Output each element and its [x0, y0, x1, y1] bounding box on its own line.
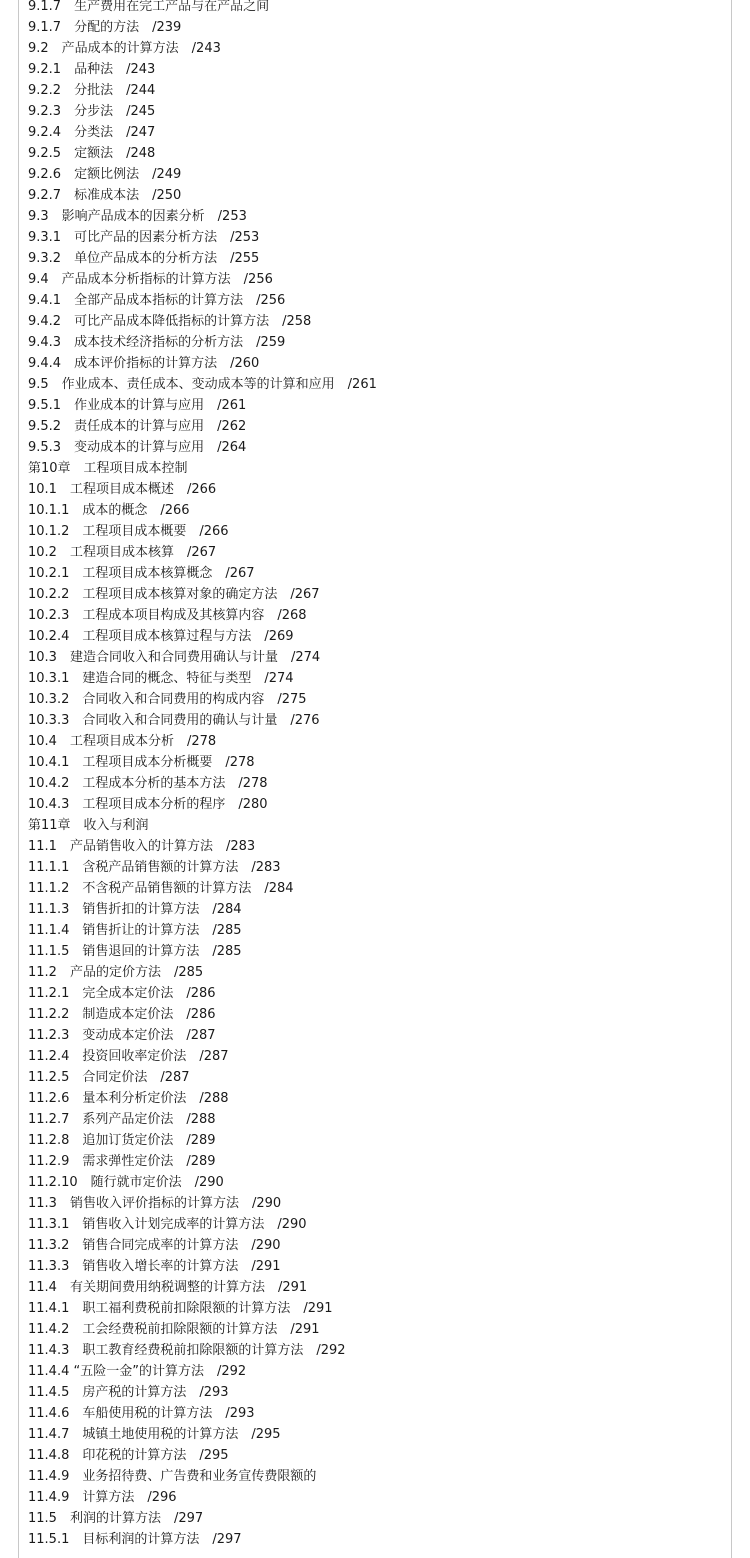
toc-entry: 11.4.3 职工教育经费税前扣除限额的计算方法 /292 [28, 1343, 346, 1358]
toc-entry: 11.4.9 业务招待费、广告费和业务宣传费限额的 [28, 1469, 317, 1484]
toc-entry: 11.1.5 销售退回的计算方法 /285 [28, 944, 242, 959]
toc-entry: 11.4 有关期间费用纳税调整的计算方法 /291 [28, 1280, 308, 1295]
toc-entry: 11.1.4 销售折让的计算方法 /285 [28, 923, 242, 938]
toc-entry: 11.2.3 变动成本定价法 /287 [28, 1028, 216, 1043]
toc-entry: 9.4.4 成本评价指标的计算方法 /260 [28, 356, 260, 371]
toc-entry: 9.3 影响产品成本的因素分析 /253 [28, 209, 247, 224]
toc-entry: 9.4.2 可比产品成本降低指标的计算方法 /258 [28, 314, 312, 329]
toc-entry: 11.1.1 含税产品销售额的计算方法 /283 [28, 860, 281, 875]
toc-entry: 11.2.5 合同定价法 /287 [28, 1070, 190, 1085]
toc-entry: 9.4.3 成本技术经济指标的分析方法 /259 [28, 335, 286, 350]
toc-entry: 10.4.2 工程成本分析的基本方法 /278 [28, 776, 268, 791]
toc-entry: 第10章 工程项目成本控制 [28, 461, 188, 476]
toc-entry: 10.1 工程项目成本概述 /266 [28, 482, 217, 497]
toc-entry: 11.2.8 追加订货定价法 /289 [28, 1133, 216, 1148]
toc-entry: 9.1.7 分配的方法 /239 [28, 20, 182, 35]
toc-entry: 10.1.1 成本的概念 /266 [28, 503, 190, 518]
toc-entry: 11.2.7 系列产品定价法 /288 [28, 1112, 216, 1127]
toc-entry: 9.5.1 作业成本的计算与应用 /261 [28, 398, 247, 413]
toc-entry: 11.3.2 销售合同完成率的计算方法 /290 [28, 1238, 281, 1253]
toc-entry: 11.1.3 销售折扣的计算方法 /284 [28, 902, 242, 917]
toc-entry: 9.3.2 单位产品成本的分析方法 /255 [28, 251, 260, 266]
toc-entry: 9.2.2 分批法 /244 [28, 83, 156, 98]
toc-entry: 11.4.2 工会经费税前扣除限额的计算方法 /291 [28, 1322, 320, 1337]
toc-entry: 11.2.2 制造成本定价法 /286 [28, 1007, 216, 1022]
toc-entry: 11.5.1 目标利润的计算方法 /297 [28, 1532, 242, 1547]
toc-entry: 11.2.1 完全成本定价法 /286 [28, 986, 216, 1001]
toc-entry: 9.2.6 定额比例法 /249 [28, 167, 182, 182]
toc-entry: 9.3.1 可比产品的因素分析方法 /253 [28, 230, 260, 245]
toc-entry: 11.4.4 “五险一金”的计算方法 /292 [28, 1364, 247, 1379]
toc-entry: 9.1.7 生产费用在完工产品与在产品之间 [28, 0, 270, 14]
toc-entry: 11.3.3 销售收入增长率的计算方法 /291 [28, 1259, 281, 1274]
toc-entry: 10.2.2 工程项目成本核算对象的确定方法 /267 [28, 587, 320, 602]
table-of-contents [28, 0, 377, 1550]
toc-entry: 9.2.5 定额法 /248 [28, 146, 156, 161]
toc-entry: 11.2.10 随行就市定价法 /290 [28, 1175, 224, 1190]
document-page [18, 0, 732, 1558]
toc-entry: 11.4.9 计算方法 /296 [28, 1490, 177, 1505]
toc-entry: 9.2 产品成本的计算方法 /243 [28, 41, 221, 56]
toc-entry: 11.2.6 量本利分析定价法 /288 [28, 1091, 229, 1106]
toc-entry: 9.4.1 全部产品成本指标的计算方法 /256 [28, 293, 286, 308]
toc-entry: 9.2.4 分类法 /247 [28, 125, 156, 140]
toc-entry: 10.4 工程项目成本分析 /278 [28, 734, 217, 749]
toc-entry: 10.4.3 工程项目成本分析的程序 /280 [28, 797, 268, 812]
toc-entry: 10.1.2 工程项目成本概要 /266 [28, 524, 229, 539]
toc-entry: 11.4.1 职工福利费税前扣除限额的计算方法 /291 [28, 1301, 333, 1316]
toc-entry: 11.1.2 不含税产品销售额的计算方法 /284 [28, 881, 294, 896]
toc-entry: 9.5.3 变动成本的计算与应用 /264 [28, 440, 247, 455]
toc-entry: 11.3 销售收入评价指标的计算方法 /290 [28, 1196, 282, 1211]
toc-entry: 11.4.6 车船使用税的计算方法 /293 [28, 1406, 255, 1421]
toc-entry: 11.4.8 印花税的计算方法 /295 [28, 1448, 229, 1463]
toc-entry: 9.4 产品成本分析指标的计算方法 /256 [28, 272, 273, 287]
toc-entry: 11.4.7 城镇土地使用税的计算方法 /295 [28, 1427, 281, 1442]
toc-entry: 10.3.1 建造合同的概念、特征与类型 /274 [28, 671, 294, 686]
toc-entry: 10.3.3 合同收入和合同费用的确认与计量 /276 [28, 713, 320, 728]
toc-entry: 9.2.3 分步法 /245 [28, 104, 156, 119]
toc-entry: 11.2.9 需求弹性定价法 /289 [28, 1154, 216, 1169]
toc-entry: 11.5 利润的计算方法 /297 [28, 1511, 204, 1526]
toc-entry: 10.2.3 工程成本项目构成及其核算内容 /268 [28, 608, 307, 623]
toc-entry: 11.4.5 房产税的计算方法 /293 [28, 1385, 229, 1400]
toc-entry: 10.2.4 工程项目成本核算过程与方法 /269 [28, 629, 294, 644]
toc-entry: 11.3.1 销售收入计划完成率的计算方法 /290 [28, 1217, 307, 1232]
toc-entry: 10.2.1 工程项目成本核算概念 /267 [28, 566, 255, 581]
toc-entry: 10.2 工程项目成本核算 /267 [28, 545, 217, 560]
toc-entry: 11.1 产品销售收入的计算方法 /283 [28, 839, 256, 854]
toc-entry: 第11章 收入与利润 [28, 818, 149, 833]
toc-entry: 9.5.2 责任成本的计算与应用 /262 [28, 419, 247, 434]
toc-entry: 11.2 产品的定价方法 /285 [28, 965, 204, 980]
toc-entry: 9.5 作业成本、责任成本、变动成本等的计算和应用 /261 [28, 377, 377, 392]
toc-entry: 9.2.1 品种法 /243 [28, 62, 156, 77]
toc-entry: 9.2.7 标准成本法 /250 [28, 188, 182, 203]
toc-entry: 10.3.2 合同收入和合同费用的构成内容 /275 [28, 692, 307, 707]
toc-entry: 10.4.1 工程项目成本分析概要 /278 [28, 755, 255, 770]
toc-entry: 10.3 建造合同收入和合同费用确认与计量 /274 [28, 650, 321, 665]
toc-entry: 11.2.4 投资回收率定价法 /287 [28, 1049, 229, 1064]
